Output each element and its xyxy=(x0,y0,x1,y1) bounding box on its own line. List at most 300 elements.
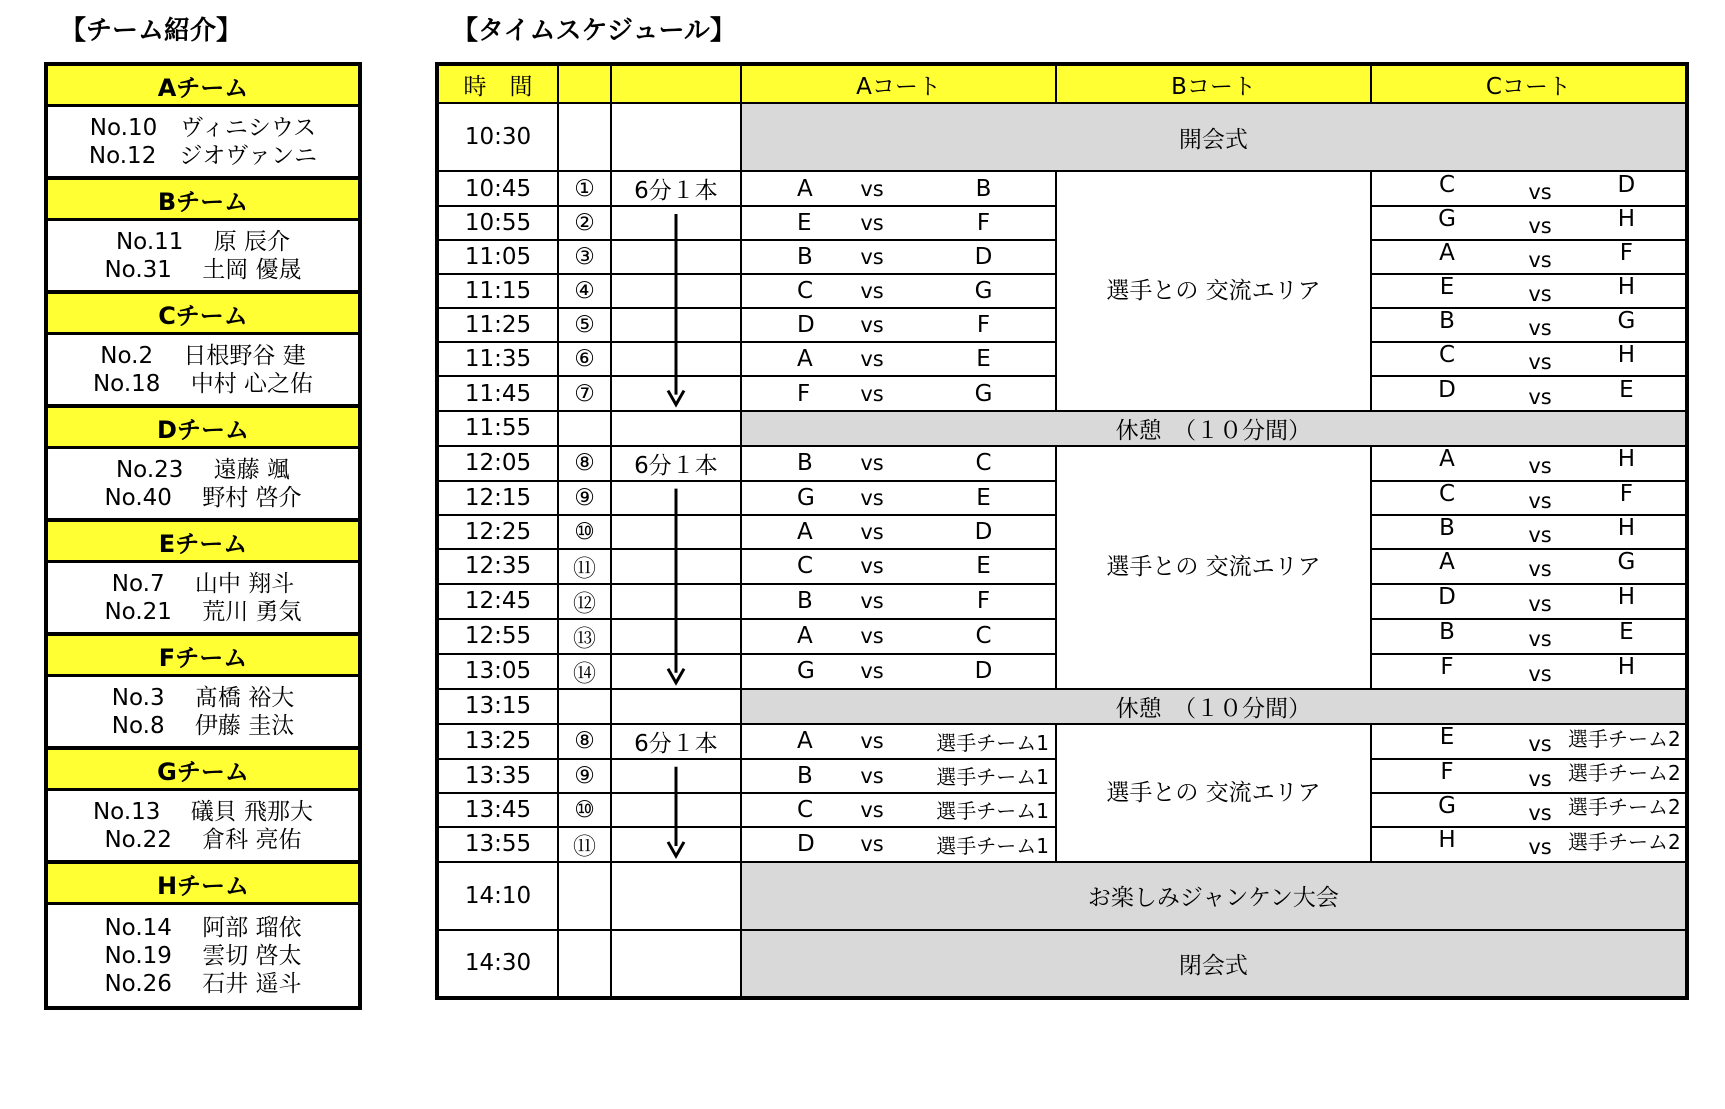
team-name: Aチーム xyxy=(48,66,358,107)
flow-cell xyxy=(611,759,741,793)
match-pair xyxy=(1372,654,1685,687)
vs-label: vs xyxy=(1528,316,1552,341)
match-number: ⑪ xyxy=(558,827,611,862)
match-team: D xyxy=(1617,171,1636,198)
team-name: Eチーム xyxy=(48,522,358,563)
vs-label: vs xyxy=(1528,627,1552,652)
team-block xyxy=(48,864,358,1006)
match-time: 11:45 xyxy=(437,376,558,410)
match-team: D xyxy=(797,312,815,339)
match-team: F xyxy=(797,380,811,407)
match-team: F xyxy=(976,210,991,237)
match-team: H xyxy=(1617,342,1636,369)
match-number: ⑤ xyxy=(558,308,611,342)
team-players xyxy=(48,791,358,860)
match-pair xyxy=(742,519,1055,545)
team-name: Fチーム xyxy=(48,636,358,677)
match-pair xyxy=(1372,619,1685,652)
team-block xyxy=(48,522,358,636)
match-pair xyxy=(742,761,1055,790)
match-number: ⑩ xyxy=(558,793,611,827)
vs-label: vs xyxy=(1528,454,1552,479)
a-court-match xyxy=(741,171,1056,206)
c-court-match xyxy=(1371,584,1687,619)
match-pair xyxy=(1372,724,1685,757)
match-pair xyxy=(1372,792,1685,825)
closing-ceremony: 閉会式 xyxy=(741,930,1687,998)
match-number: ⑩ xyxy=(558,515,611,549)
c-court-match xyxy=(1371,549,1687,584)
header-blank xyxy=(558,64,611,103)
match-team: E xyxy=(976,484,991,511)
vs-label: vs xyxy=(860,485,884,510)
c-court-match xyxy=(1371,446,1687,481)
match-time: 12:05 xyxy=(437,446,558,481)
schedule-row xyxy=(437,171,1687,206)
vs-label: vs xyxy=(1528,488,1552,513)
match-pair xyxy=(1372,584,1685,617)
a-court-match xyxy=(741,274,1056,308)
c-court-match xyxy=(1371,274,1687,308)
match-pair xyxy=(1372,827,1685,860)
team-players xyxy=(48,563,358,632)
flow-cell xyxy=(611,274,741,308)
match-pair xyxy=(1372,446,1685,479)
player-entry: No.21 荒川 勇気 xyxy=(104,598,302,625)
match-number: ⑥ xyxy=(558,342,611,376)
vs-label: vs xyxy=(860,589,884,614)
team-block xyxy=(48,408,358,522)
flow-cell xyxy=(611,515,741,549)
a-court-match xyxy=(741,827,1056,862)
match-team: E xyxy=(1439,274,1455,301)
header-a-court: Aコート xyxy=(741,64,1056,103)
schedule-row xyxy=(437,689,1687,724)
match-pair xyxy=(1372,376,1685,409)
opening-ceremony: 開会式 xyxy=(741,103,1687,171)
match-team: C xyxy=(975,450,992,477)
match-team: G xyxy=(1438,792,1456,819)
schedule-row xyxy=(437,930,1687,998)
player-entry: No.26 石井 遥斗 xyxy=(104,970,302,997)
a-court-match xyxy=(741,793,1056,827)
match-team: E xyxy=(976,553,991,580)
a-court-match xyxy=(741,206,1056,240)
match-team: B xyxy=(1439,514,1455,541)
blank-cell xyxy=(558,930,611,998)
match-pair xyxy=(742,588,1055,614)
match-team: F xyxy=(1619,240,1633,267)
match-team: B xyxy=(797,588,813,615)
match-time: 11:05 xyxy=(437,240,558,274)
vs-label: vs xyxy=(860,347,884,372)
c-court-match xyxy=(1371,793,1687,827)
player-entry: No.2 日根野谷 建 xyxy=(100,342,306,369)
schedule-row xyxy=(437,411,1687,446)
match-team: F xyxy=(976,588,991,615)
match-pair xyxy=(742,176,1055,202)
janken-tournament: お楽しみジャンケン大会 xyxy=(741,862,1687,930)
team-players xyxy=(48,905,358,1006)
match-time: 12:25 xyxy=(437,515,558,549)
player-entry: No.23 遠藤 颯 xyxy=(115,456,291,483)
team-name: Hチーム xyxy=(48,864,358,905)
b-court-exchange-area: 選手との 交流エリア xyxy=(1056,171,1371,411)
match-team: H xyxy=(1617,446,1636,473)
flow-cell xyxy=(611,549,741,584)
match-team: A xyxy=(797,728,813,755)
schedule-row xyxy=(437,724,1687,759)
event-time: 11:55 xyxy=(437,411,558,446)
flow-cell xyxy=(611,308,741,342)
a-court-match xyxy=(741,446,1056,481)
format-label: 6分１本 xyxy=(611,724,741,759)
match-team: 選手チーム2 xyxy=(1568,795,1681,820)
match-team: B xyxy=(1439,619,1455,646)
match-time: 12:15 xyxy=(437,481,558,515)
match-team: D xyxy=(797,831,815,858)
a-court-match xyxy=(741,308,1056,342)
player-entry: No.12 ジオヴァンニ xyxy=(88,142,318,169)
match-team: H xyxy=(1617,654,1636,681)
match-pair xyxy=(742,244,1055,270)
match-pair xyxy=(742,553,1055,579)
team-players xyxy=(48,107,358,176)
match-team: 選手チーム1 xyxy=(936,730,1049,755)
match-team: H xyxy=(1617,584,1636,611)
match-team: H xyxy=(1617,206,1636,233)
match-team: A xyxy=(797,518,813,545)
match-team: G xyxy=(1617,549,1636,576)
match-team: E xyxy=(1439,724,1455,751)
a-court-match xyxy=(741,724,1056,759)
match-team: D xyxy=(1438,584,1456,611)
vs-label: vs xyxy=(1528,350,1552,375)
player-entry: No.31 土岡 優晟 xyxy=(104,256,302,283)
match-number: ⑬ xyxy=(558,619,611,654)
match-team: B xyxy=(797,450,813,477)
vs-label: vs xyxy=(860,279,884,304)
vs-label: vs xyxy=(860,729,884,754)
flow-cell xyxy=(611,240,741,274)
flow-cell xyxy=(611,481,741,515)
vs-label: vs xyxy=(860,763,884,788)
team-intro-panel xyxy=(44,62,362,1010)
a-court-match xyxy=(741,654,1056,689)
match-number: ⑫ xyxy=(558,584,611,619)
match-team: G xyxy=(974,278,993,305)
match-team: F xyxy=(976,312,991,339)
team-intro-heading: 【チーム紹介】 xyxy=(60,16,243,46)
player-entry: No.7 山中 翔斗 xyxy=(111,570,295,597)
match-team: C xyxy=(1438,342,1456,369)
blank-cell xyxy=(558,689,611,724)
vs-label: vs xyxy=(1528,732,1552,757)
blank-cell xyxy=(611,930,741,998)
c-court-match xyxy=(1371,308,1687,342)
time-schedule-heading: 【タイムスケジュール】 xyxy=(452,16,736,46)
player-entry: No.3 髙橋 裕大 xyxy=(111,684,295,711)
match-pair xyxy=(742,658,1055,684)
match-team: E xyxy=(976,346,991,373)
blank-cell xyxy=(611,103,741,171)
blank-cell xyxy=(611,862,741,930)
match-time: 11:35 xyxy=(437,342,558,376)
match-pair xyxy=(1372,514,1685,547)
a-court-match xyxy=(741,759,1056,793)
header-c-court: Cコート xyxy=(1371,64,1687,103)
match-team: 選手チーム2 xyxy=(1568,726,1681,751)
match-time: 12:35 xyxy=(437,549,558,584)
c-court-match xyxy=(1371,342,1687,376)
team-name: Dチーム xyxy=(48,408,358,449)
header-b-court: Bコート xyxy=(1056,64,1371,103)
match-team: D xyxy=(1438,376,1456,403)
event-time: 13:15 xyxy=(437,689,558,724)
match-team: F xyxy=(1619,480,1633,507)
player-entry: No.18 中村 心之佑 xyxy=(92,370,314,397)
vs-label: vs xyxy=(1528,214,1552,239)
match-team: A xyxy=(797,175,813,202)
vs-label: vs xyxy=(1528,800,1552,825)
match-team: F xyxy=(1440,758,1454,785)
match-pair xyxy=(1372,480,1685,513)
vs-label: vs xyxy=(1528,248,1552,273)
vs-label: vs xyxy=(860,211,884,236)
event-time: 14:30 xyxy=(437,930,558,998)
match-team: 選手チーム1 xyxy=(936,765,1049,790)
match-time: 11:15 xyxy=(437,274,558,308)
team-block xyxy=(48,180,358,294)
team-block xyxy=(48,294,358,408)
vs-label: vs xyxy=(1528,835,1552,860)
match-time: 11:25 xyxy=(437,308,558,342)
match-team: G xyxy=(974,380,993,407)
c-court-match xyxy=(1371,240,1687,274)
match-time: 13:55 xyxy=(437,827,558,862)
time-schedule-table xyxy=(435,62,1689,1000)
match-team: H xyxy=(1438,827,1456,854)
match-pair xyxy=(742,830,1055,859)
blank-cell xyxy=(611,689,741,724)
match-time: 13:45 xyxy=(437,793,558,827)
match-pair xyxy=(1372,549,1685,582)
team-block xyxy=(48,750,358,864)
flow-cell xyxy=(611,342,741,376)
match-pair xyxy=(742,278,1055,304)
match-team: 選手チーム2 xyxy=(1568,761,1681,786)
a-court-match xyxy=(741,584,1056,619)
schedule-row xyxy=(437,446,1687,481)
player-entry: No.8 伊藤 圭汰 xyxy=(111,712,295,739)
a-court-match xyxy=(741,619,1056,654)
match-time: 13:05 xyxy=(437,654,558,689)
event-time: 14:10 xyxy=(437,862,558,930)
blank-cell xyxy=(558,411,611,446)
c-court-match xyxy=(1371,171,1687,206)
match-pair xyxy=(1372,206,1685,239)
vs-label: vs xyxy=(860,176,884,201)
team-name: Bチーム xyxy=(48,180,358,221)
match-team: A xyxy=(1439,446,1455,473)
break-1: 休憩 （１０分間） xyxy=(741,411,1687,446)
team-name: Gチーム xyxy=(48,750,358,791)
vs-label: vs xyxy=(1528,522,1552,547)
vs-label: vs xyxy=(1528,384,1552,409)
a-court-match xyxy=(741,342,1056,376)
vs-label: vs xyxy=(1528,557,1552,582)
match-pair xyxy=(1372,308,1685,341)
schedule-row xyxy=(437,64,1687,103)
a-court-match xyxy=(741,376,1056,410)
event-time: 10:30 xyxy=(437,103,558,171)
flow-cell xyxy=(611,376,741,410)
c-court-match xyxy=(1371,206,1687,240)
team-block xyxy=(48,66,358,180)
vs-label: vs xyxy=(860,245,884,270)
schedule-row xyxy=(437,103,1687,171)
match-team: F xyxy=(1440,654,1454,681)
c-court-match xyxy=(1371,515,1687,549)
flow-cell xyxy=(611,619,741,654)
vs-label: vs xyxy=(860,659,884,684)
match-team: G xyxy=(797,658,815,685)
match-team: G xyxy=(1438,206,1456,233)
player-entry: No.11 原 辰介 xyxy=(115,228,291,255)
match-team: G xyxy=(797,484,815,511)
match-pair xyxy=(1372,342,1685,375)
match-time: 10:45 xyxy=(437,171,558,206)
match-pair xyxy=(742,450,1055,476)
match-pair xyxy=(1372,274,1685,307)
match-team: B xyxy=(797,762,813,789)
schedule-row xyxy=(437,862,1687,930)
player-entry: No.10 ヴィニシウス xyxy=(89,114,317,141)
match-team: E xyxy=(1619,376,1634,403)
match-pair xyxy=(1372,240,1685,273)
match-pair xyxy=(742,346,1055,372)
b-court-exchange-area: 選手との 交流エリア xyxy=(1056,724,1371,862)
match-team: 選手チーム1 xyxy=(936,799,1049,824)
match-number: ⑧ xyxy=(558,446,611,481)
format-label: 6分１本 xyxy=(611,171,741,206)
blank-cell xyxy=(558,862,611,930)
match-team: B xyxy=(975,175,992,202)
vs-label: vs xyxy=(1528,766,1552,791)
match-team: 選手チーム2 xyxy=(1568,829,1681,854)
match-time: 13:35 xyxy=(437,759,558,793)
flow-cell xyxy=(611,206,741,240)
match-team: A xyxy=(797,346,813,373)
match-team: D xyxy=(974,658,993,685)
match-team: A xyxy=(1439,240,1455,267)
team-players xyxy=(48,221,358,290)
vs-label: vs xyxy=(860,624,884,649)
vs-label: vs xyxy=(860,797,884,822)
vs-label: vs xyxy=(860,832,884,857)
match-team: C xyxy=(1438,480,1456,507)
match-team: D xyxy=(974,518,993,545)
match-time: 10:55 xyxy=(437,206,558,240)
match-team: A xyxy=(1439,549,1455,576)
player-entry: No.13 礒貝 飛那大 xyxy=(92,798,314,825)
vs-label: vs xyxy=(1528,282,1552,307)
vs-label: vs xyxy=(1528,179,1552,204)
a-court-match xyxy=(741,240,1056,274)
vs-label: vs xyxy=(1528,592,1552,617)
vs-label: vs xyxy=(1528,662,1552,687)
vs-label: vs xyxy=(860,313,884,338)
match-pair xyxy=(742,795,1055,824)
match-team: D xyxy=(974,244,993,271)
team-players xyxy=(48,449,358,518)
match-number: ⑪ xyxy=(558,549,611,584)
break-2: 休憩 （１０分間） xyxy=(741,689,1687,724)
vs-label: vs xyxy=(860,381,884,406)
match-team: A xyxy=(797,623,813,650)
match-number: ⑨ xyxy=(558,481,611,515)
team-block xyxy=(48,636,358,750)
match-pair xyxy=(742,623,1055,649)
c-court-match xyxy=(1371,654,1687,689)
match-pair xyxy=(1372,171,1685,204)
match-number: ⑦ xyxy=(558,376,611,410)
vs-label: vs xyxy=(860,451,884,476)
match-time: 12:55 xyxy=(437,619,558,654)
match-team: B xyxy=(1439,308,1455,335)
match-team: C xyxy=(797,553,814,580)
match-pair xyxy=(742,312,1055,338)
match-number: ② xyxy=(558,206,611,240)
c-court-match xyxy=(1371,724,1687,759)
vs-label: vs xyxy=(860,554,884,579)
match-pair xyxy=(742,381,1055,407)
flow-cell xyxy=(611,827,741,862)
c-court-match xyxy=(1371,376,1687,410)
c-court-match xyxy=(1371,619,1687,654)
match-number: ④ xyxy=(558,274,611,308)
format-label: 6分１本 xyxy=(611,446,741,481)
player-entry: No.40 野村 啓介 xyxy=(104,484,302,511)
match-pair xyxy=(742,210,1055,236)
flow-cell xyxy=(611,654,741,689)
c-court-match xyxy=(1371,759,1687,793)
c-court-match xyxy=(1371,827,1687,862)
match-number: ① xyxy=(558,171,611,206)
player-entry: No.22 倉科 亮佑 xyxy=(104,826,302,853)
a-court-match xyxy=(741,549,1056,584)
a-court-match xyxy=(741,481,1056,515)
header-blank xyxy=(611,64,741,103)
b-court-exchange-area: 選手との 交流エリア xyxy=(1056,446,1371,689)
match-pair xyxy=(742,727,1055,756)
match-team: C xyxy=(975,623,992,650)
blank-cell xyxy=(558,103,611,171)
match-team: H xyxy=(1617,514,1636,541)
match-team: E xyxy=(1619,619,1634,646)
team-players xyxy=(48,677,358,746)
match-time: 12:45 xyxy=(437,584,558,619)
team-players xyxy=(48,335,358,404)
header-time: 時 間 xyxy=(437,64,558,103)
match-time: 13:25 xyxy=(437,724,558,759)
match-number: ⑨ xyxy=(558,759,611,793)
flow-cell xyxy=(611,793,741,827)
match-team: 選手チーム1 xyxy=(936,833,1049,858)
team-name: Cチーム xyxy=(48,294,358,335)
flow-cell xyxy=(611,584,741,619)
match-team: G xyxy=(1617,308,1636,335)
